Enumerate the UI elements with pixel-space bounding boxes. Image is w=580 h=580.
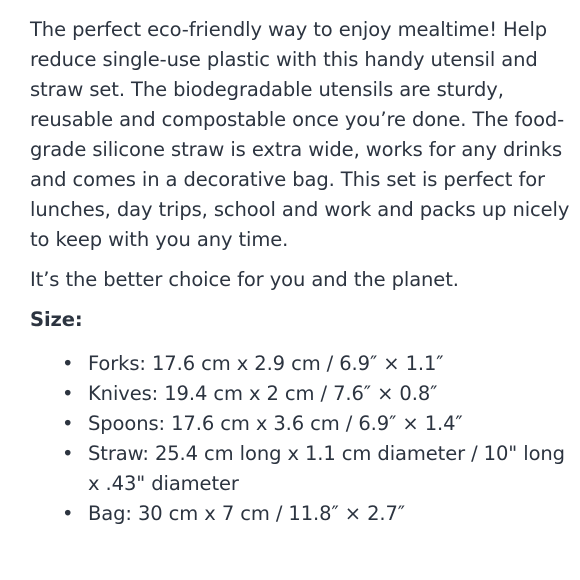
size-item-text: Bag: 30 cm x 7 cm / 11.8″ × 2.7″ (88, 502, 405, 525)
intro-paragraph: The perfect eco-friendly way to enjoy mealtime! Help reduce single-use plastic with this handy utensil and straw set. The biodegradable utensils are sturdy, reusable and compostable once you’re done. The food-grade silicone straw is extra wide, works for any drinks and comes in a decorative bag. This set is perfect for lunches, day trips, school and work and packs up nicely to keep with you any time. (30, 18, 570, 251)
size-item-straw (62, 439, 575, 499)
size-heading: Size: (30, 308, 83, 331)
size-item-text: Straw: 25.4 cm long x 1.1 cm diameter / 10" long x .43" diameter (88, 442, 565, 495)
tagline-paragraph: It’s the better choice for you and the planet. (30, 268, 459, 291)
size-item-text: Knives: 19.4 cm x 2 cm / 7.6″ × 0.8″ (88, 382, 438, 405)
bullet-icon: • (62, 412, 74, 435)
bullet-icon: • (62, 382, 74, 405)
bullet-icon: • (62, 352, 74, 375)
size-item-spoons (62, 409, 575, 439)
size-list (30, 349, 575, 529)
bullet-icon: • (62, 442, 74, 465)
bullet-icon: • (62, 502, 74, 525)
size-item-text: Spoons: 17.6 cm x 3.6 cm / 6.9″ × 1.4″ (88, 412, 463, 435)
size-item-forks (62, 349, 575, 379)
product-description (30, 15, 575, 529)
size-item-knives (62, 379, 575, 409)
size-item-text: Forks: 17.6 cm x 2.9 cm / 6.9″ × 1.1″ (88, 352, 444, 375)
size-item-bag (62, 499, 575, 529)
